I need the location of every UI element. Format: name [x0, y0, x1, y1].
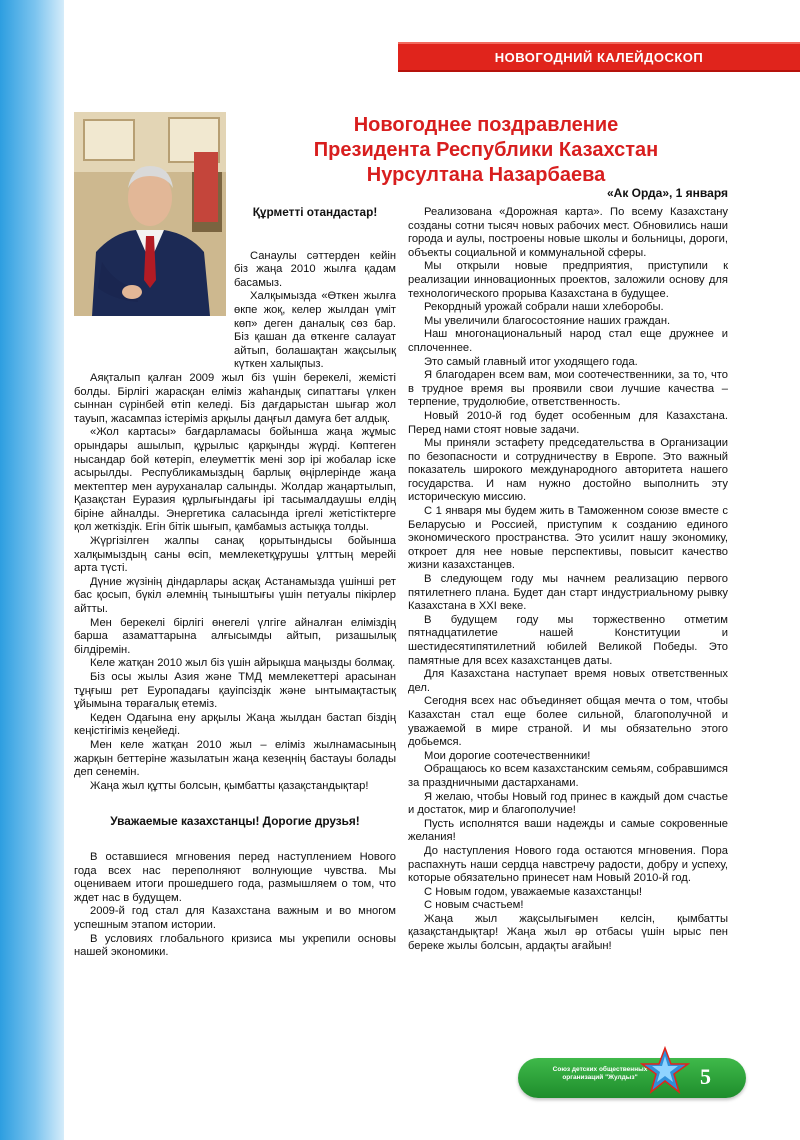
article-title	[240, 113, 732, 188]
right-column	[408, 206, 728, 954]
paragraph: Жүргізілген жалпы санақ қорытындысы бойынша халқымыздың саны өсіп, мемлекетқұрушы ұлттың мерейі арта түсті.	[74, 535, 396, 575]
paragraph: Мы увеличили благосостояние наших граждан.	[424, 314, 671, 327]
paragraph: В следующем году мы начнем реализацию первого пятилетнего плана. Будет дан старт индустриальному рывку Казахстана в XXI веке.	[408, 573, 728, 613]
paragraph: Жаңа жыл құтты болсын, қымбатты қазақстандықтар!	[90, 779, 369, 792]
page-number: 5	[700, 1064, 711, 1089]
paragraph: Я благодарен всем вам, мои соотечественники, за то, что в трудное время вы проявили свои лучшие качества – терпение, трудолюбие, ответственность.	[408, 369, 728, 409]
paragraph: Обращаюсь ко всем казахстанским семьям, собравшимся за праздничными дастарханами.	[408, 763, 728, 789]
paragraph: Это самый главный итог уходящего года.	[424, 355, 638, 368]
section-title: НОВОГОДНИЙ КАЛЕЙДОСКОП	[494, 49, 704, 65]
paragraph: Для Казахстана наступает время новых ответственных дел.	[408, 668, 728, 694]
organization-line: организаций "Жулдыз"	[562, 1074, 638, 1081]
side-gradient-band	[0, 0, 64, 1140]
paragraph: До наступления Нового года остаются мгновения. Пора распахнуть наши сердца навстречу радости, добру и успеху, которые обязательно принесет нам Новый 2010-й год.	[408, 844, 728, 885]
paragraph: Сегодня всех нас объединяет общая мечта о том, чтобы Казахстан стал еще более сильной, благополучной и уважаемой в мире страной. И мы обязательно этого добьемся.	[408, 695, 728, 749]
paragraph: Пусть исполнятся ваши надежды и самые сокровенные желания!	[408, 817, 728, 844]
paragraph: С Новым годом, уважаемые казахстанцы!	[424, 885, 642, 898]
paragraph: Новый 2010-й год будет особенным для Казахстана. Перед нами стоят новые задачи.	[408, 409, 728, 436]
paragraph: Мои дорогие соотечественники!	[424, 749, 591, 762]
paragraph: С новым счастьем!	[424, 899, 524, 912]
paragraph: Кеден Одағына ену арқылы Жаңа жылдан бастап біздің кеңістігіміз кеңейеді.	[74, 711, 396, 738]
title-line: Нурсултана Назарбаева	[366, 164, 606, 186]
organization-line: Союз детских общественных	[552, 1066, 648, 1073]
paragraph: В будущем году мы торжественно отметим пятнадцатилетие нашей Конституции и шестидесятипятилетний юбилей Великой Победы. Это памятные для всех казахстанцев даты.	[408, 613, 728, 667]
paragraph: Біз осы жылы Азия және ТМД мемлекеттері арасынан тұңғыш рет Еуропадағы қауіпсіздік және ынтымақтастық ұйымына төрағалық етеміз.	[74, 671, 396, 711]
paragraph: Халқымызда «Өткен жылға өкпе жоқ, келер жылдан үміт көп» деген даналық сөз бар. Біз қашан да өткенге салауат айтып, болашақтан жақсылық күткен халықпыз.	[234, 290, 396, 371]
title-line: Президента Республики Казахстан	[313, 139, 659, 161]
paragraph: Аяқталып қалған 2009 жыл біз үшін берекелі, жемісті болды. Бірлігі жарасқан еліміз жаһандық сипаттағы үлкен сыннан сүрінбей өтіп келеді. Біз дағдарыстан шығар жол тауып, жасампаз істерімiз арқылы даңғыл дамуға бет алдық.	[74, 371, 396, 425]
left-column	[74, 206, 396, 960]
paragraph: В оставшиеся мгновения перед наступлением Нового года всех нас переполняют волнующие чувства. Мы оцениваем итоги прошедшего года, размышляем о том, что ждет нас в будущем.	[74, 850, 396, 904]
russian-greeting: Уважаемые казахстанцы! Дорогие друзья!	[110, 814, 360, 829]
footer-badge	[518, 1058, 746, 1098]
paragraph: Наш многонациональный народ стал еще дружнее и сплоченнее.	[408, 328, 728, 354]
article-source: «Ак Орда», 1 января	[606, 186, 728, 200]
paragraph: Санаулы сәттерден кейін біз жаңа 2010 жылға қадам басамыз.	[234, 249, 396, 289]
paragraph: Мен берекелі бірлігі өнегелі үлгіге айналған еліміздің барша азаматтарына алғысымды айтып, ризашылық білдіремін.	[74, 616, 396, 656]
paragraph: Мы открыли новые предприятия, приступили к реализации инновационных проектов, заложили основу для технологического прорыва Казахстана в будущее.	[408, 260, 728, 300]
paragraph: Мен келе жатқан 2010 жыл – еліміз жылнамасының жарқын беттеріне жазылатын жаңа кезеңнің бастауы болады деп сенемін.	[74, 738, 396, 779]
paragraph: «Жол картасы» бағдарламасы бойынша жаңа жұмыс орындары ашылып, құрылыс қарқынды жүрді. Көптеген нысандар бой көтеріп, елеуметтік мені зор ірі жобалар іске асырылды. Республикамыздың барлық өңірлерінде жаңа мектептер мен ауруханалар салынды. Жолдар жаңартылып, Қазақстан Еуразия құрлығындағы ірі тасымалдаушы елдің біріне айналды. Энергетика саласында іргелі жетістіктерге қол жеткіздік. Егін бітік шығып, қамбамыз астыққа толды.	[74, 426, 396, 534]
paragraph: С 1 января мы будем жить в Таможенном союзе вместе с Беларусью и Россией, приступим к созданию единого экономического пространства. Это усилит нашу экономику, откроет для нее новые перспективы, повысит качество жизни казахстанцев.	[408, 505, 728, 572]
paragraph: Жаңа жыл жақсылығымен келсін, қымбатты қазақстандықтар! Жаңа жыл әр отбасы үшін ырыс пен береке жылы болсын, ардақты ағайын!	[408, 912, 728, 953]
paragraph: Я желаю, чтобы Новый год принес в каждый дом счастье и достаток, мир и благополучие!	[408, 790, 728, 817]
paragraph: 2009-й год стал для Казахстана важным и во многом успешным этапом истории.	[74, 905, 396, 931]
paragraph: Рекордный урожай собрали наши хлеборобы.	[424, 301, 664, 314]
title-line: Новогоднее поздравление	[353, 114, 619, 136]
paragraph: Келе жатқан 2010 жыл біз үшін айрықша маңызды болмақ.	[90, 657, 396, 670]
kazakh-greeting: Құрметті отандастар!	[252, 205, 378, 219]
paragraph: Реализована «Дорожная карта». По всему Казахстану созданы сотни тысяч новых рабочих мест. Обновились наши города и аулы, построены новые школы и больницы, дороги, объекты социальной и коммунальной сферы.	[408, 206, 728, 259]
star-logo-icon	[640, 1046, 690, 1096]
paragraph: В условиях глобального кризиса мы укрепили основы нашей экономики.	[74, 932, 396, 959]
paragraph: Мы приняли эстафету председательства в Организации по безопасности и сотрудничеству в Европе. Это важный показатель широкого международного авторитета нашего государства. И нам нужно достойно выполнить эту историческую миссию.	[408, 437, 728, 504]
section-header-bar	[398, 42, 800, 72]
paragraph: Дүние жүзінің діндарлары асқақ Астанамызда үшінші рет бас қосып, бүкіл әлемнің тыныштығы үшін петуалы пікірлер айтты.	[74, 575, 396, 616]
